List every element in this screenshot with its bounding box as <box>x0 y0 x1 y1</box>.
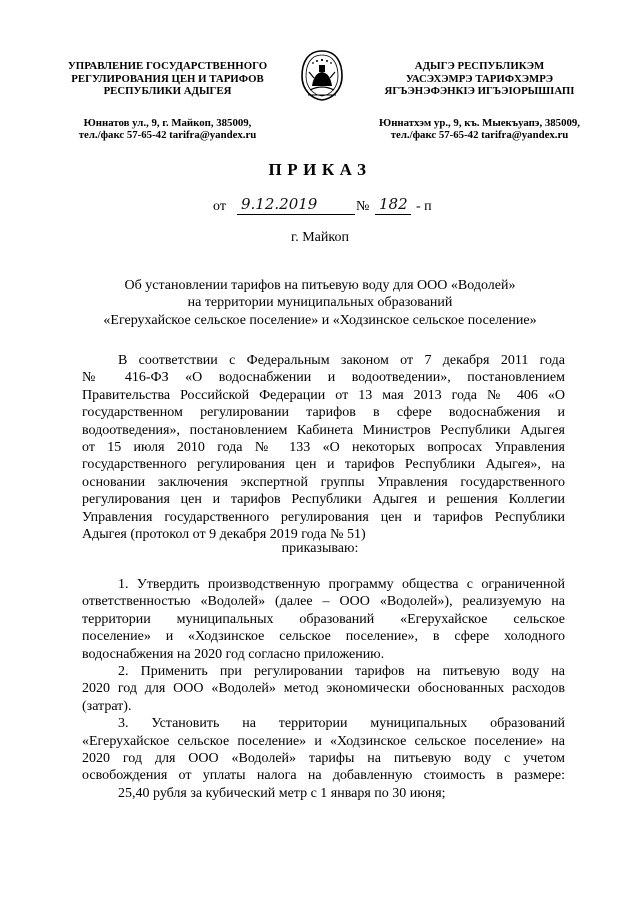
org-name-line: РЕГУЛИРОВАНИЯ ЦЕН И ТАРИФОВ <box>71 72 264 85</box>
address-line: Юннатов ул., 9, г. Майкоп, 385009, <box>83 116 252 129</box>
paragraph-line: Управления государственного регулирования цен и тарифов Республики <box>82 509 565 525</box>
paragraph-line: государственном регулировании тарифов в сфере водоснабжения и <box>82 405 565 421</box>
order-number: 182 <box>379 195 408 213</box>
subject-line: «Егерухайское сельское поселение» и «Ходзинское сельское поселение» <box>103 312 537 328</box>
contact-line: тел./факс 57-65-42 tarifra@yandex.ru <box>390 129 569 141</box>
item-1-line: поселение» и «Ходзинское сельское поселение», в сфере холодного <box>82 629 565 645</box>
document-title: ПРИКАЗ <box>268 160 372 179</box>
item-1-line: территории муниципальных образований «Егерухайское сельское <box>82 611 565 627</box>
number-underline <box>375 214 411 215</box>
paragraph-line: от 15 июля 2010 года № 133 «О некоторых вопросах Управления <box>82 440 565 456</box>
item-2-line: 2020 год для ООО «Водолей» метод экономически обоснованных расходов <box>82 681 565 697</box>
preamble-paragraph <box>82 352 565 543</box>
item-3-line: 3. Установить на территории муниципальных образований <box>118 716 565 732</box>
paragraph-line: Правительства Российской Федерации от 13 мая 2013 года № 406 «О <box>82 387 565 403</box>
header-left-address <box>60 117 275 142</box>
city: г. Майкоп <box>291 230 349 245</box>
paragraph-line: государственного регулирования цен и тарифов Республики Адыгея», на <box>82 457 565 473</box>
paragraph-line: водоотведения», постановлением Кабинета Министров Республики Адыгея <box>82 422 565 438</box>
tariff-line: 25,40 рубля за кубический метр с 1 января по 30 июня; <box>118 785 446 801</box>
org-name-line: ЯГЪЭНЭФЭНКIЭ ИГЪЭIОРЫШIАПI <box>384 85 575 97</box>
org-name-line: АДЫГЭ РЕСПУБЛИКЭМ <box>414 60 545 72</box>
header-right-address <box>372 117 587 142</box>
paragraph-line: основании заключения экспертной группы Управления государственного <box>82 474 565 490</box>
header-left-org <box>60 60 275 142</box>
item-3-line: освобождения от уплаты налога на добавленную стоимость в размере: <box>82 768 565 784</box>
number-prefix: № <box>356 199 370 214</box>
order-subject <box>70 277 570 329</box>
org-name-line: РЕСПУБЛИКИ АДЫГЕЯ <box>103 85 232 97</box>
item-2-line: 2. Применить при регулировании тарифов на питьевую воду на <box>118 664 565 680</box>
contact-line: тел./факс 57-65-42 tarifra@yandex.ru <box>78 129 257 141</box>
item-2-line: (затрат). <box>82 698 132 714</box>
order-date: 9.12.2019 <box>241 195 318 213</box>
subject-line: на территории муниципальных образований <box>187 295 453 311</box>
decree-word: приказываю: <box>281 541 359 556</box>
paragraph-line: Адыгея (протокол от 9 декабря 2019 года № 51) <box>82 527 366 543</box>
paragraph-line: В соответствии с Федеральным законом от 7 декабря 2011 года <box>118 353 565 368</box>
item-1-line: ответственностью «Водолей» (далее – ООО «Водолей»), реализуемую на <box>82 594 565 610</box>
address-line: Юннатхэм ур., 9, къ. Мыекъуапэ, 385009, <box>379 116 580 129</box>
order-items <box>82 576 565 802</box>
header-right-org <box>372 60 587 142</box>
item-3-line: «Егерухайское сельское поселение» и «Ходзинское сельское поселение» на <box>82 733 565 749</box>
item-1-line: водоснабжения на 2020 год согласно приложению. <box>82 646 385 662</box>
date-underline <box>237 214 355 215</box>
item-3-line: 2020 год для ООО «Водолей» тарифы на питьевую воду с учетом <box>82 751 565 767</box>
org-name-line: УПРАВЛЕНИЕ ГОСУДАРСТВЕННОГО <box>67 60 268 72</box>
order-date-number <box>213 195 473 217</box>
number-suffix: - п <box>416 199 432 214</box>
paragraph-line: № 416-ФЗ «О водоснабжении и водоотведении», постановлением <box>82 370 565 386</box>
subject-line: Об установлении тарифов на питьевую воду для ООО «Водолей» <box>124 278 516 293</box>
paragraph-line: регулирования цен и тарифов Республики Адыгея и решения Коллегии <box>82 492 565 508</box>
org-name-line: УАСЭХЭМРЭ ТАРИФХЭМРЭ <box>405 72 554 85</box>
date-prefix: от <box>213 199 226 214</box>
item-1-line: 1. Утвердить производственную программу общества с ограниченной <box>118 577 565 592</box>
adygea-coat-of-arms-icon <box>298 48 346 102</box>
